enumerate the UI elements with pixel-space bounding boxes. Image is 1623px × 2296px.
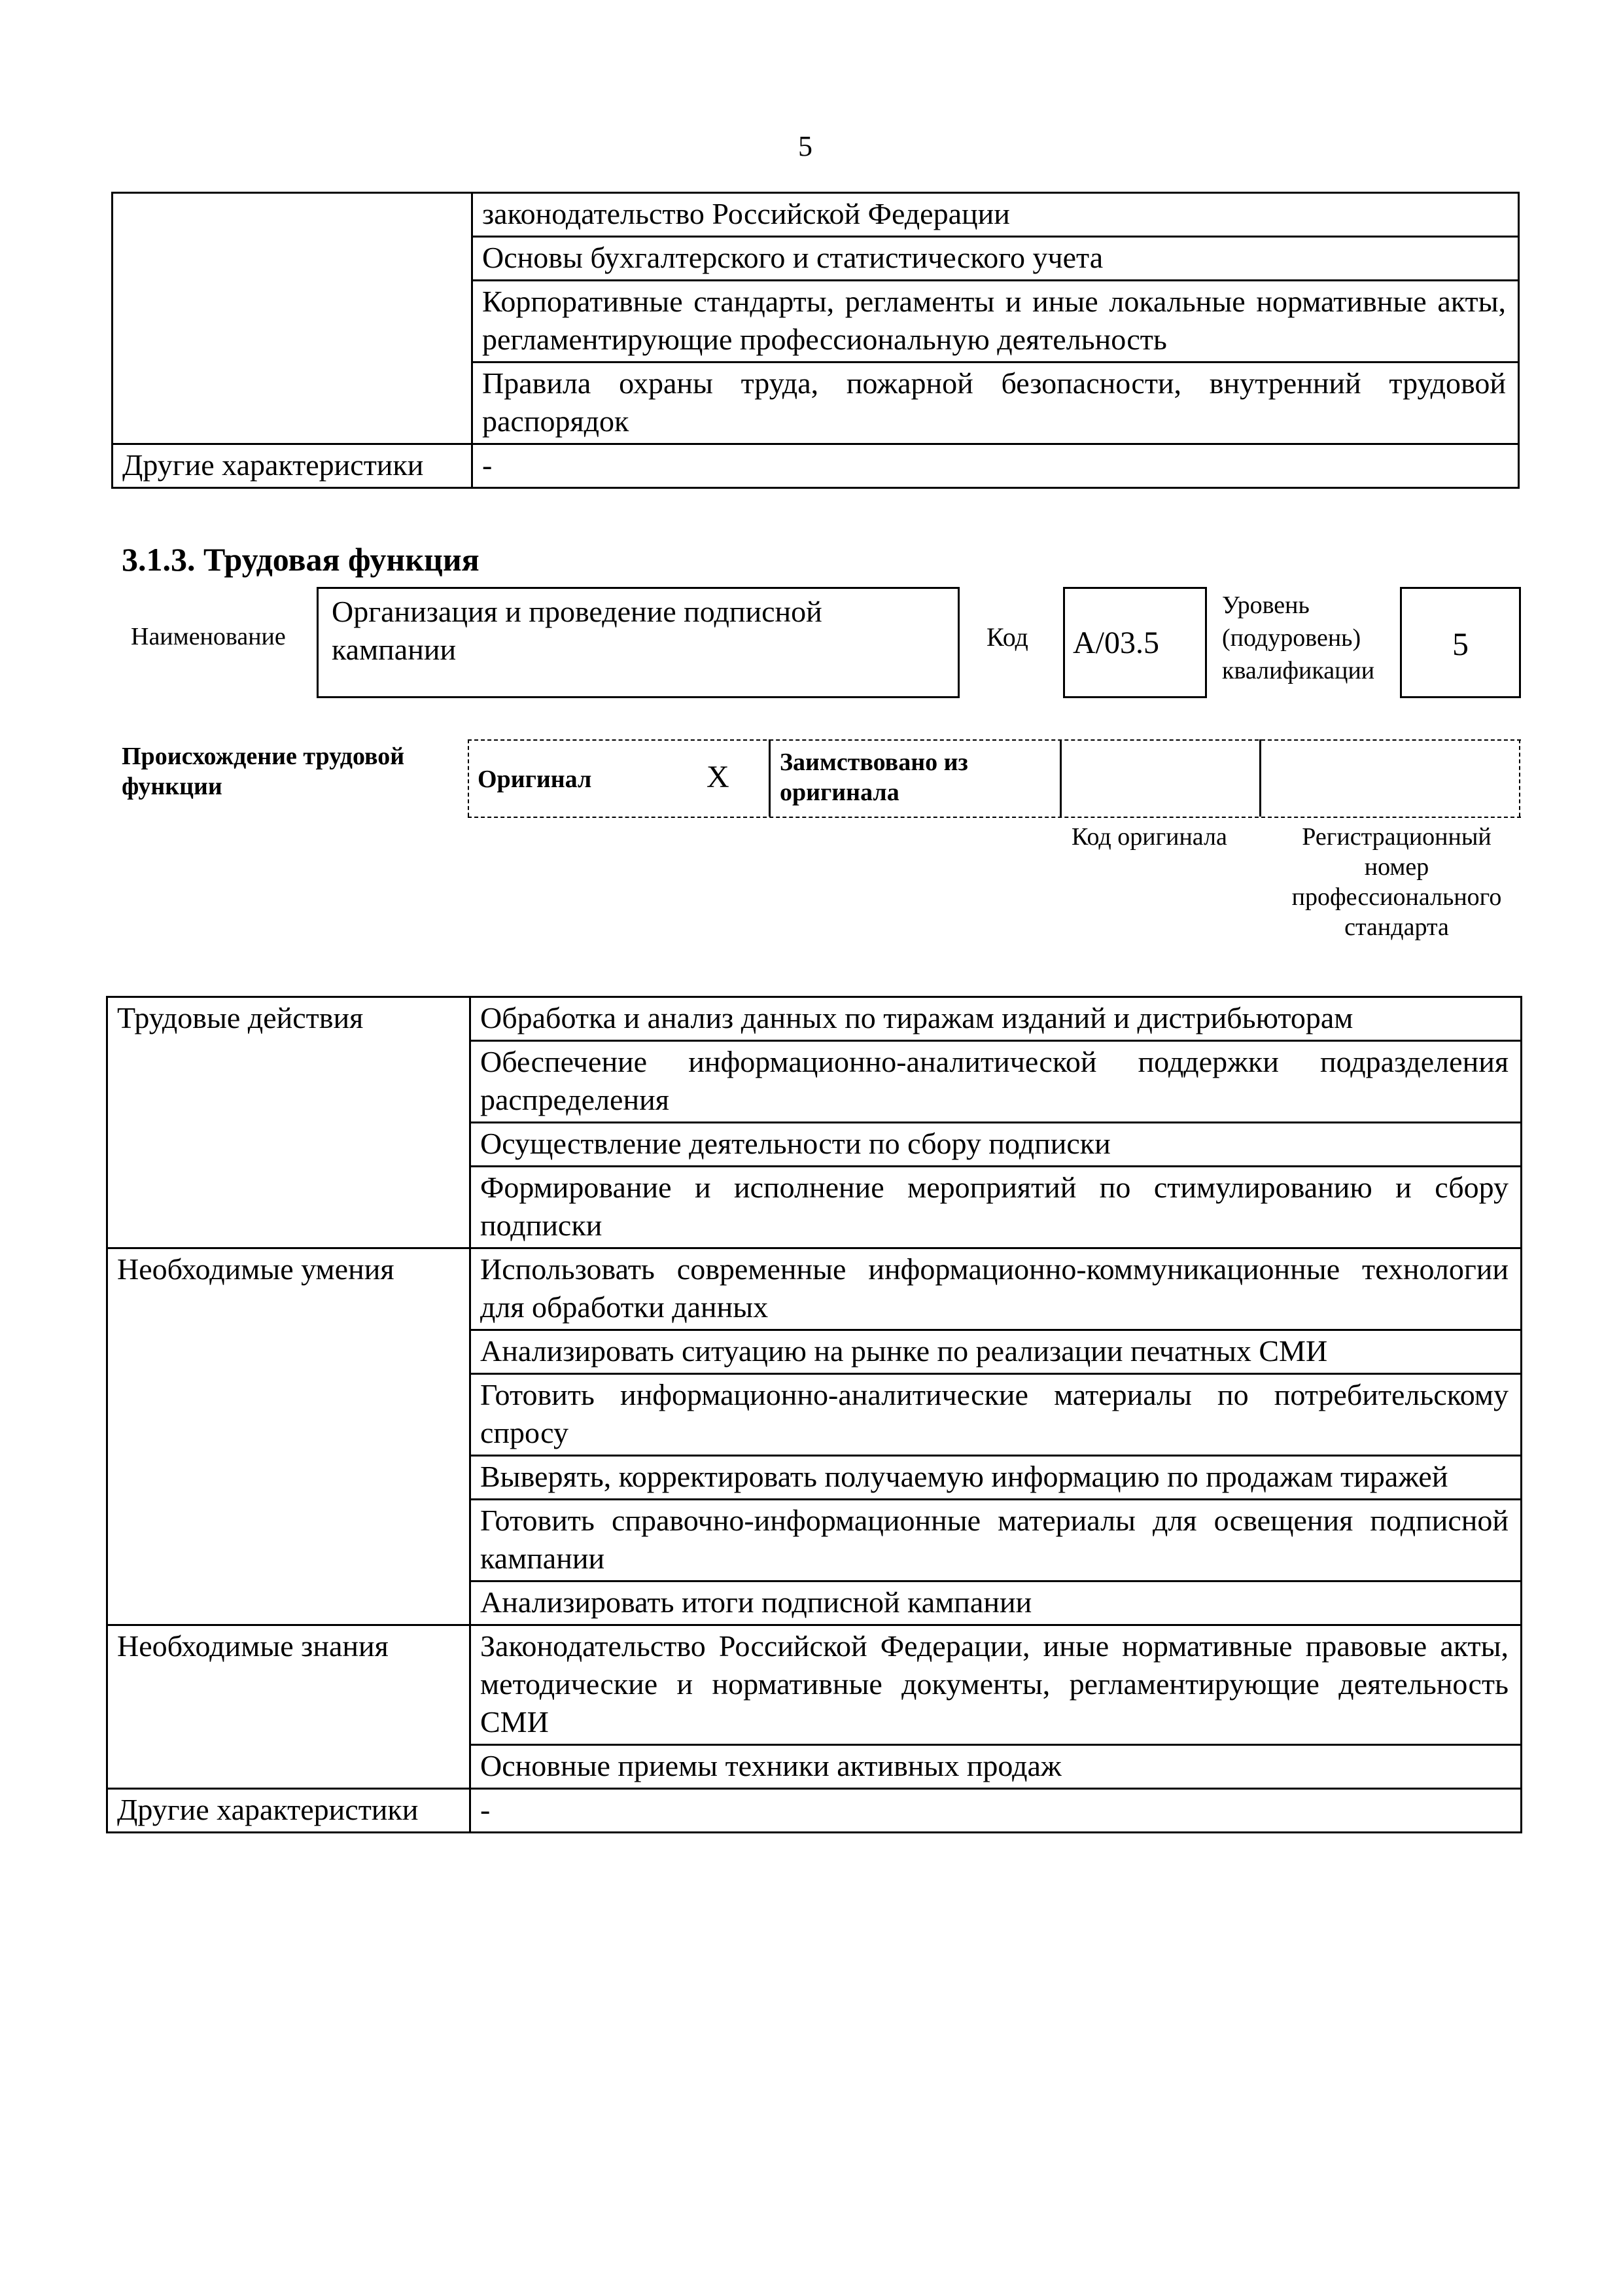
name-label: Наименование [131, 623, 286, 650]
row-item: Готовить справочно-информационные материалы для освещения подписной кампании [470, 1500, 1522, 1581]
row-label: Необходимые умения [107, 1248, 470, 1625]
origin-label: Происхождение трудовой функции [122, 743, 405, 800]
row-item: Анализировать ситуацию на рынке по реализации печатных СМИ [470, 1330, 1522, 1374]
row-item: Готовить информационно-аналитические материалы по потребительскому спросу [470, 1374, 1522, 1456]
row-label: Другие характеристики [107, 1789, 470, 1833]
row-label: Другие характеристики [113, 444, 472, 488]
code-label: Код [986, 622, 1028, 652]
table-row [113, 193, 1519, 237]
knowledge-continuation-table [111, 192, 1520, 489]
code-box [1063, 587, 1207, 698]
section-title: 3.1.3. Трудовая функция [122, 541, 480, 578]
table-row [113, 444, 1519, 488]
code-original-caption: Код оригинала [1072, 823, 1227, 851]
row-item: законодательство Российской Федерации [472, 193, 1519, 237]
original-label: Оригинал [478, 766, 592, 793]
table-row [107, 1625, 1522, 1745]
row-label [113, 193, 472, 444]
level-box [1400, 587, 1521, 698]
table-row [107, 1248, 1522, 1330]
row-item: Выверять, корректировать получаемую информацию по продажам тиражей [470, 1456, 1522, 1500]
code-value: A/03.5 [1073, 626, 1159, 660]
name-box [317, 587, 960, 698]
row-item: Формирование и исполнение мероприятий по стимулированию и сбору подписки [470, 1167, 1522, 1248]
reg-number-caption: Регистрационный номер профессионального стандарта [1291, 823, 1502, 941]
borrowed-label: Заимствовано из оригинала [780, 749, 968, 806]
row-label: Трудовые действия [107, 997, 470, 1248]
row-item: Законодательство Российской Федерации, иные нормативные правовые акты, методические и нормативные документы, регламентирующие деятельность СМИ [470, 1625, 1522, 1745]
row-item: Основные приемы техники активных продаж [470, 1745, 1522, 1789]
origin-top-line [468, 739, 1521, 741]
row-item: - [472, 444, 1519, 488]
table-row [107, 997, 1522, 1041]
row-item: Анализировать итоги подписной кампании [470, 1581, 1522, 1625]
row-item: Правила охраны труда, пожарной безопасности, внутренний трудовой распорядок [472, 362, 1519, 444]
table-row [107, 1789, 1522, 1833]
level-value: 5 [1452, 626, 1469, 662]
origin-bottom-line [468, 817, 1521, 818]
row-item: - [470, 1789, 1522, 1833]
row-label: Необходимые знания [107, 1625, 470, 1789]
row-item: Осуществление деятельности по сбору подписки [470, 1123, 1522, 1167]
name-value: Организация и проведение подписной кампании [332, 595, 822, 666]
row-item: Обеспечение информационно-аналитической поддержки подразделения распределения [470, 1041, 1522, 1123]
original-mark: X [707, 760, 729, 794]
level-label: Уровень (подуровень) квалификации [1222, 592, 1375, 684]
page-number: 5 [798, 130, 812, 162]
row-item: Корпоративные стандарты, регламенты и иные локальные нормативные акты, регламентирующие профессиональную деятельность [472, 281, 1519, 362]
row-item: Использовать современные информационно-коммуникационные технологии для обработки данных [470, 1248, 1522, 1330]
row-item: Основы бухгалтерского и статистического учета [472, 237, 1519, 281]
labor-function-table [106, 996, 1522, 1833]
row-item: Обработка и анализ данных по тиражам изданий и дистрибьюторам [470, 997, 1522, 1041]
